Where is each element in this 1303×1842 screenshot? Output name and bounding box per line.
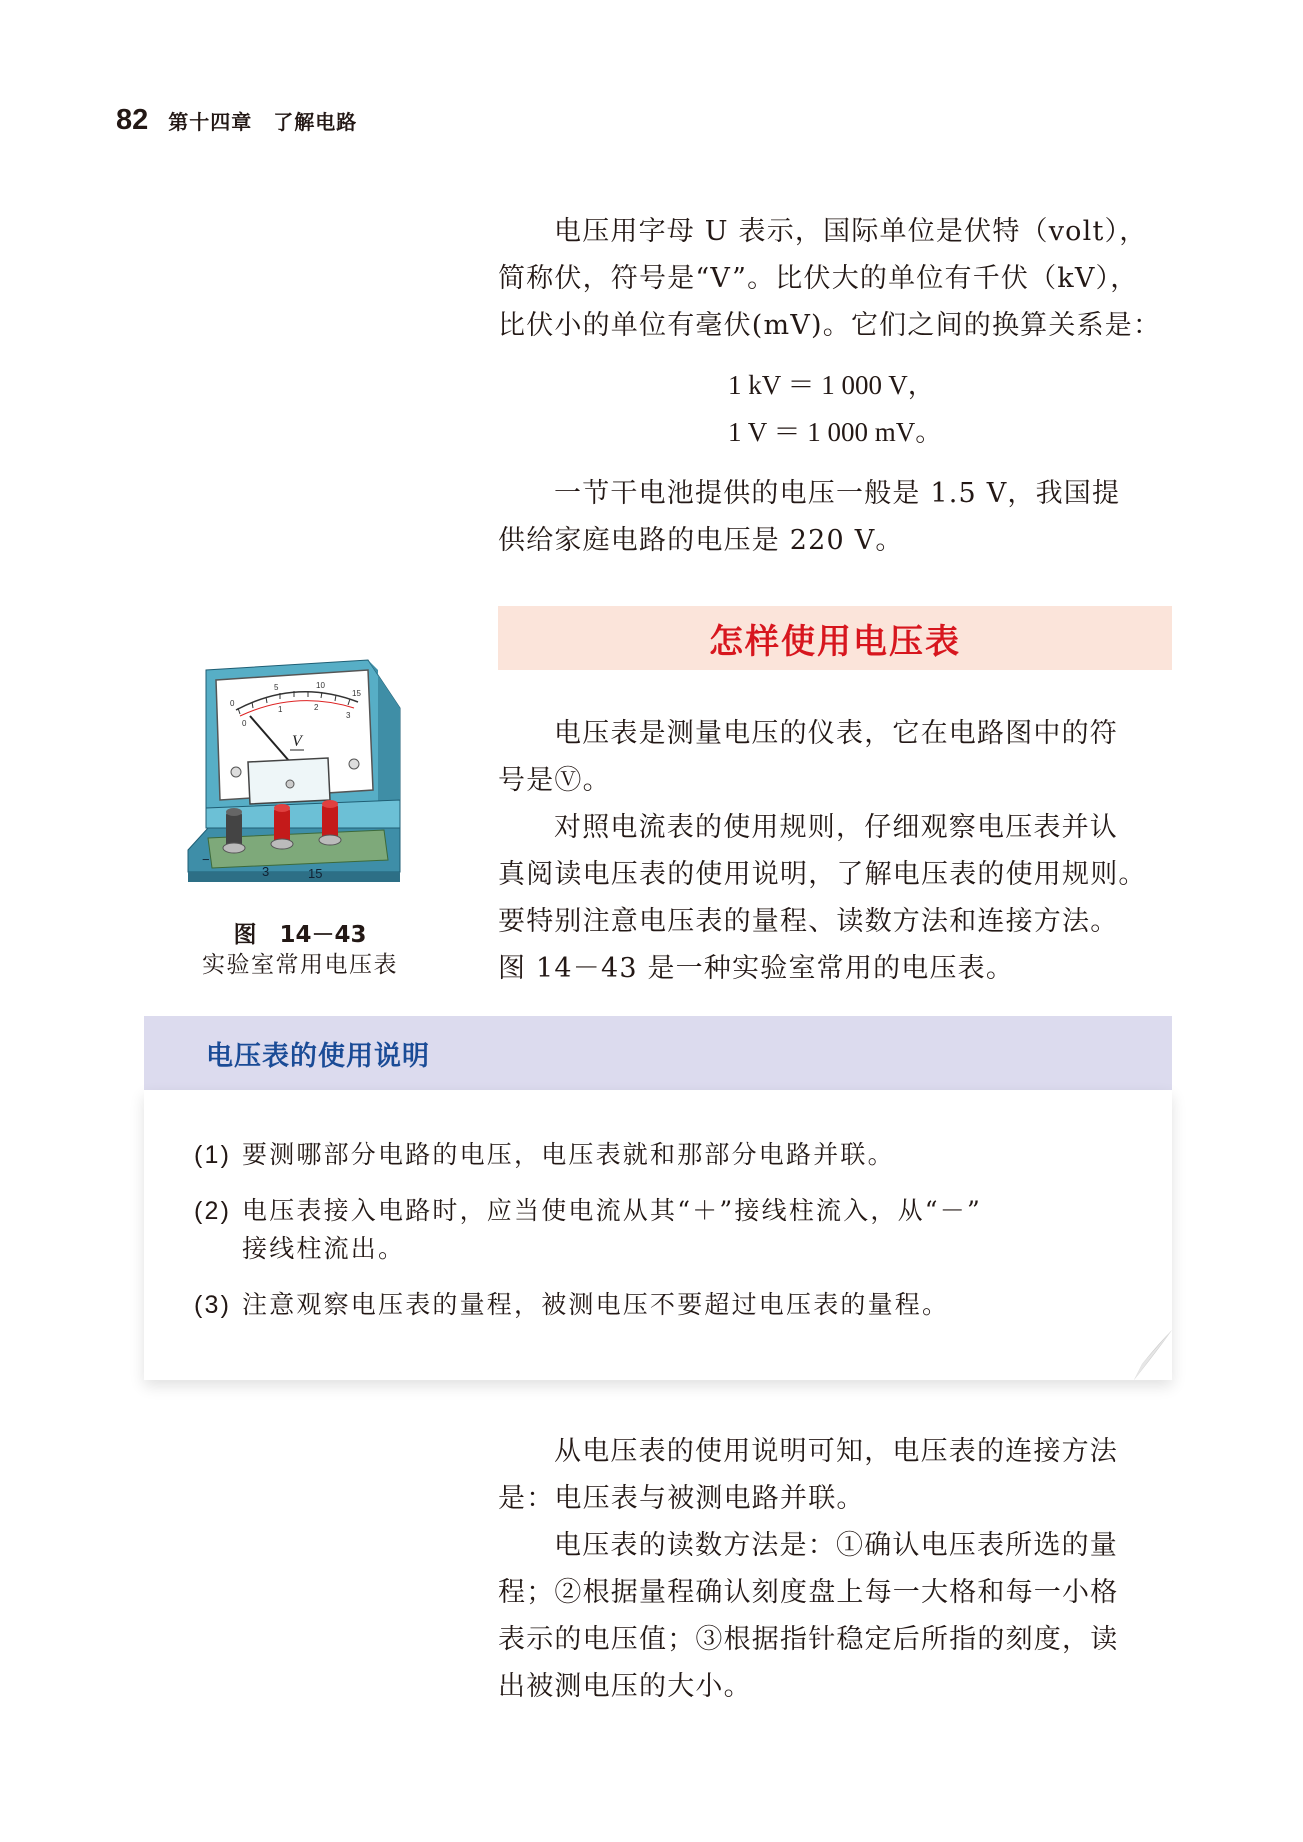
rule-item: [194, 1136, 1114, 1174]
formula-block: [728, 362, 942, 456]
instructions-box-body: [144, 1090, 1172, 1380]
rule-item-continued: [194, 1230, 1114, 1268]
page-curl-icon: [1128, 1330, 1172, 1380]
paragraph-line: 比伏小的单位有毫伏(mV)。它们之间的换算关系是：: [498, 310, 1162, 341]
scale-bottom-label: 3: [346, 711, 351, 720]
rule-item: [194, 1192, 1114, 1230]
instructions-box-header: [144, 1016, 1172, 1090]
rule-text: 要测哪部分电路的电压，电压表就和那部分电路并联。: [242, 1140, 895, 1169]
rule-text: 电压表接入电路时，应当使电流从其“＋”接线柱流入，从“－”: [242, 1196, 982, 1225]
terminal-label: 15: [308, 866, 323, 881]
paragraph-line: 真阅读电压表的使用说明，了解电压表的使用规则。: [498, 859, 1147, 890]
paragraph-line: 电压表是测量电压的仪表，它在电路图中的符: [554, 718, 1118, 749]
page-number: 82: [116, 104, 149, 136]
paragraph-line: 图 14－43 是一种实验室常用的电压表。: [498, 953, 1015, 984]
battery-text: [498, 470, 1188, 564]
meter-symbol: V: [292, 733, 302, 750]
scale-bottom-label: 0: [242, 719, 247, 728]
scale-top-label: 5: [274, 683, 279, 692]
paragraph-line: 出被测电压的大小。: [498, 1671, 752, 1702]
figure-label: 图 14－43: [233, 922, 367, 948]
terminal-label: 3: [262, 864, 270, 879]
intro-text: [498, 208, 1188, 349]
paragraph-line: 是：电压表与被测电路并联。: [498, 1483, 865, 1514]
instructions-title: 电压表的使用说明: [206, 1041, 430, 1072]
chapter-title: 第十四章 了解电路: [168, 110, 358, 134]
terminal-label: −: [202, 852, 210, 867]
formula-mv: 1 V ＝ 1 000 mV。: [728, 417, 943, 447]
paragraph-line: 要特别注意电压表的量程、读数方法和连接方法。: [498, 906, 1119, 937]
rule-text: 接线柱流出。: [242, 1234, 406, 1263]
paragraph-line: 程；②根据量程确认刻度盘上每一大格和每一小格: [498, 1577, 1119, 1608]
rule-number: (3): [194, 1291, 232, 1319]
closing-text: [498, 1428, 1188, 1710]
scale-bottom-label: 1: [278, 705, 283, 714]
paragraph-line: 电压表的读数方法是：①确认电压表所选的量: [554, 1530, 1118, 1561]
voltmeter-illustration: [178, 650, 418, 895]
scale-bottom-label: 2: [314, 703, 319, 712]
rule-number: (1): [194, 1141, 232, 1169]
paragraph-line: 从电压表的使用说明可知，电压表的连接方法: [554, 1436, 1118, 1467]
section-body-text: [498, 710, 1188, 992]
figure-title: 实验室常用电压表: [202, 952, 398, 978]
rule-text: 注意观察电压表的量程，被测电压不要超过电压表的量程。: [242, 1290, 950, 1319]
instructions-list: [194, 1136, 1114, 1324]
rule-number: (2): [194, 1197, 232, 1225]
terminal-15v: [319, 800, 341, 845]
terminal-3v: [271, 804, 293, 849]
page-header: [116, 104, 357, 144]
formula-kv: 1 kV ＝ 1 000 V，: [728, 370, 935, 400]
paragraph-line: 一节干电池提供的电压一般是 1.5 V，我国提: [554, 478, 1121, 509]
paragraph-line: 电压用字母 U 表示，国际单位是伏特（volt），: [554, 216, 1148, 247]
rule-item: [194, 1286, 1114, 1324]
section-heading-band: [498, 606, 1172, 670]
terminal-negative: [223, 808, 245, 853]
scale-top-label: 0: [230, 699, 235, 708]
scale-top-label: 15: [352, 689, 361, 698]
voltmeter-drawing: [178, 650, 418, 895]
paragraph-line: 简称伏，符号是“V”。比伏大的单位有千伏（kV），: [498, 263, 1139, 294]
paragraph-line: 对照电流表的使用规则，仔细观察电压表并认: [554, 812, 1118, 843]
section-title: 怎样使用电压表: [709, 621, 961, 662]
paragraph-line: 表示的电压值；③根据指针稳定后所指的刻度，读: [498, 1624, 1119, 1655]
paragraph-line: 号是Ⓥ。: [498, 765, 611, 796]
paragraph-line: 供给家庭电路的电压是 220 V。: [498, 525, 904, 556]
scale-top-label: 10: [316, 681, 325, 690]
